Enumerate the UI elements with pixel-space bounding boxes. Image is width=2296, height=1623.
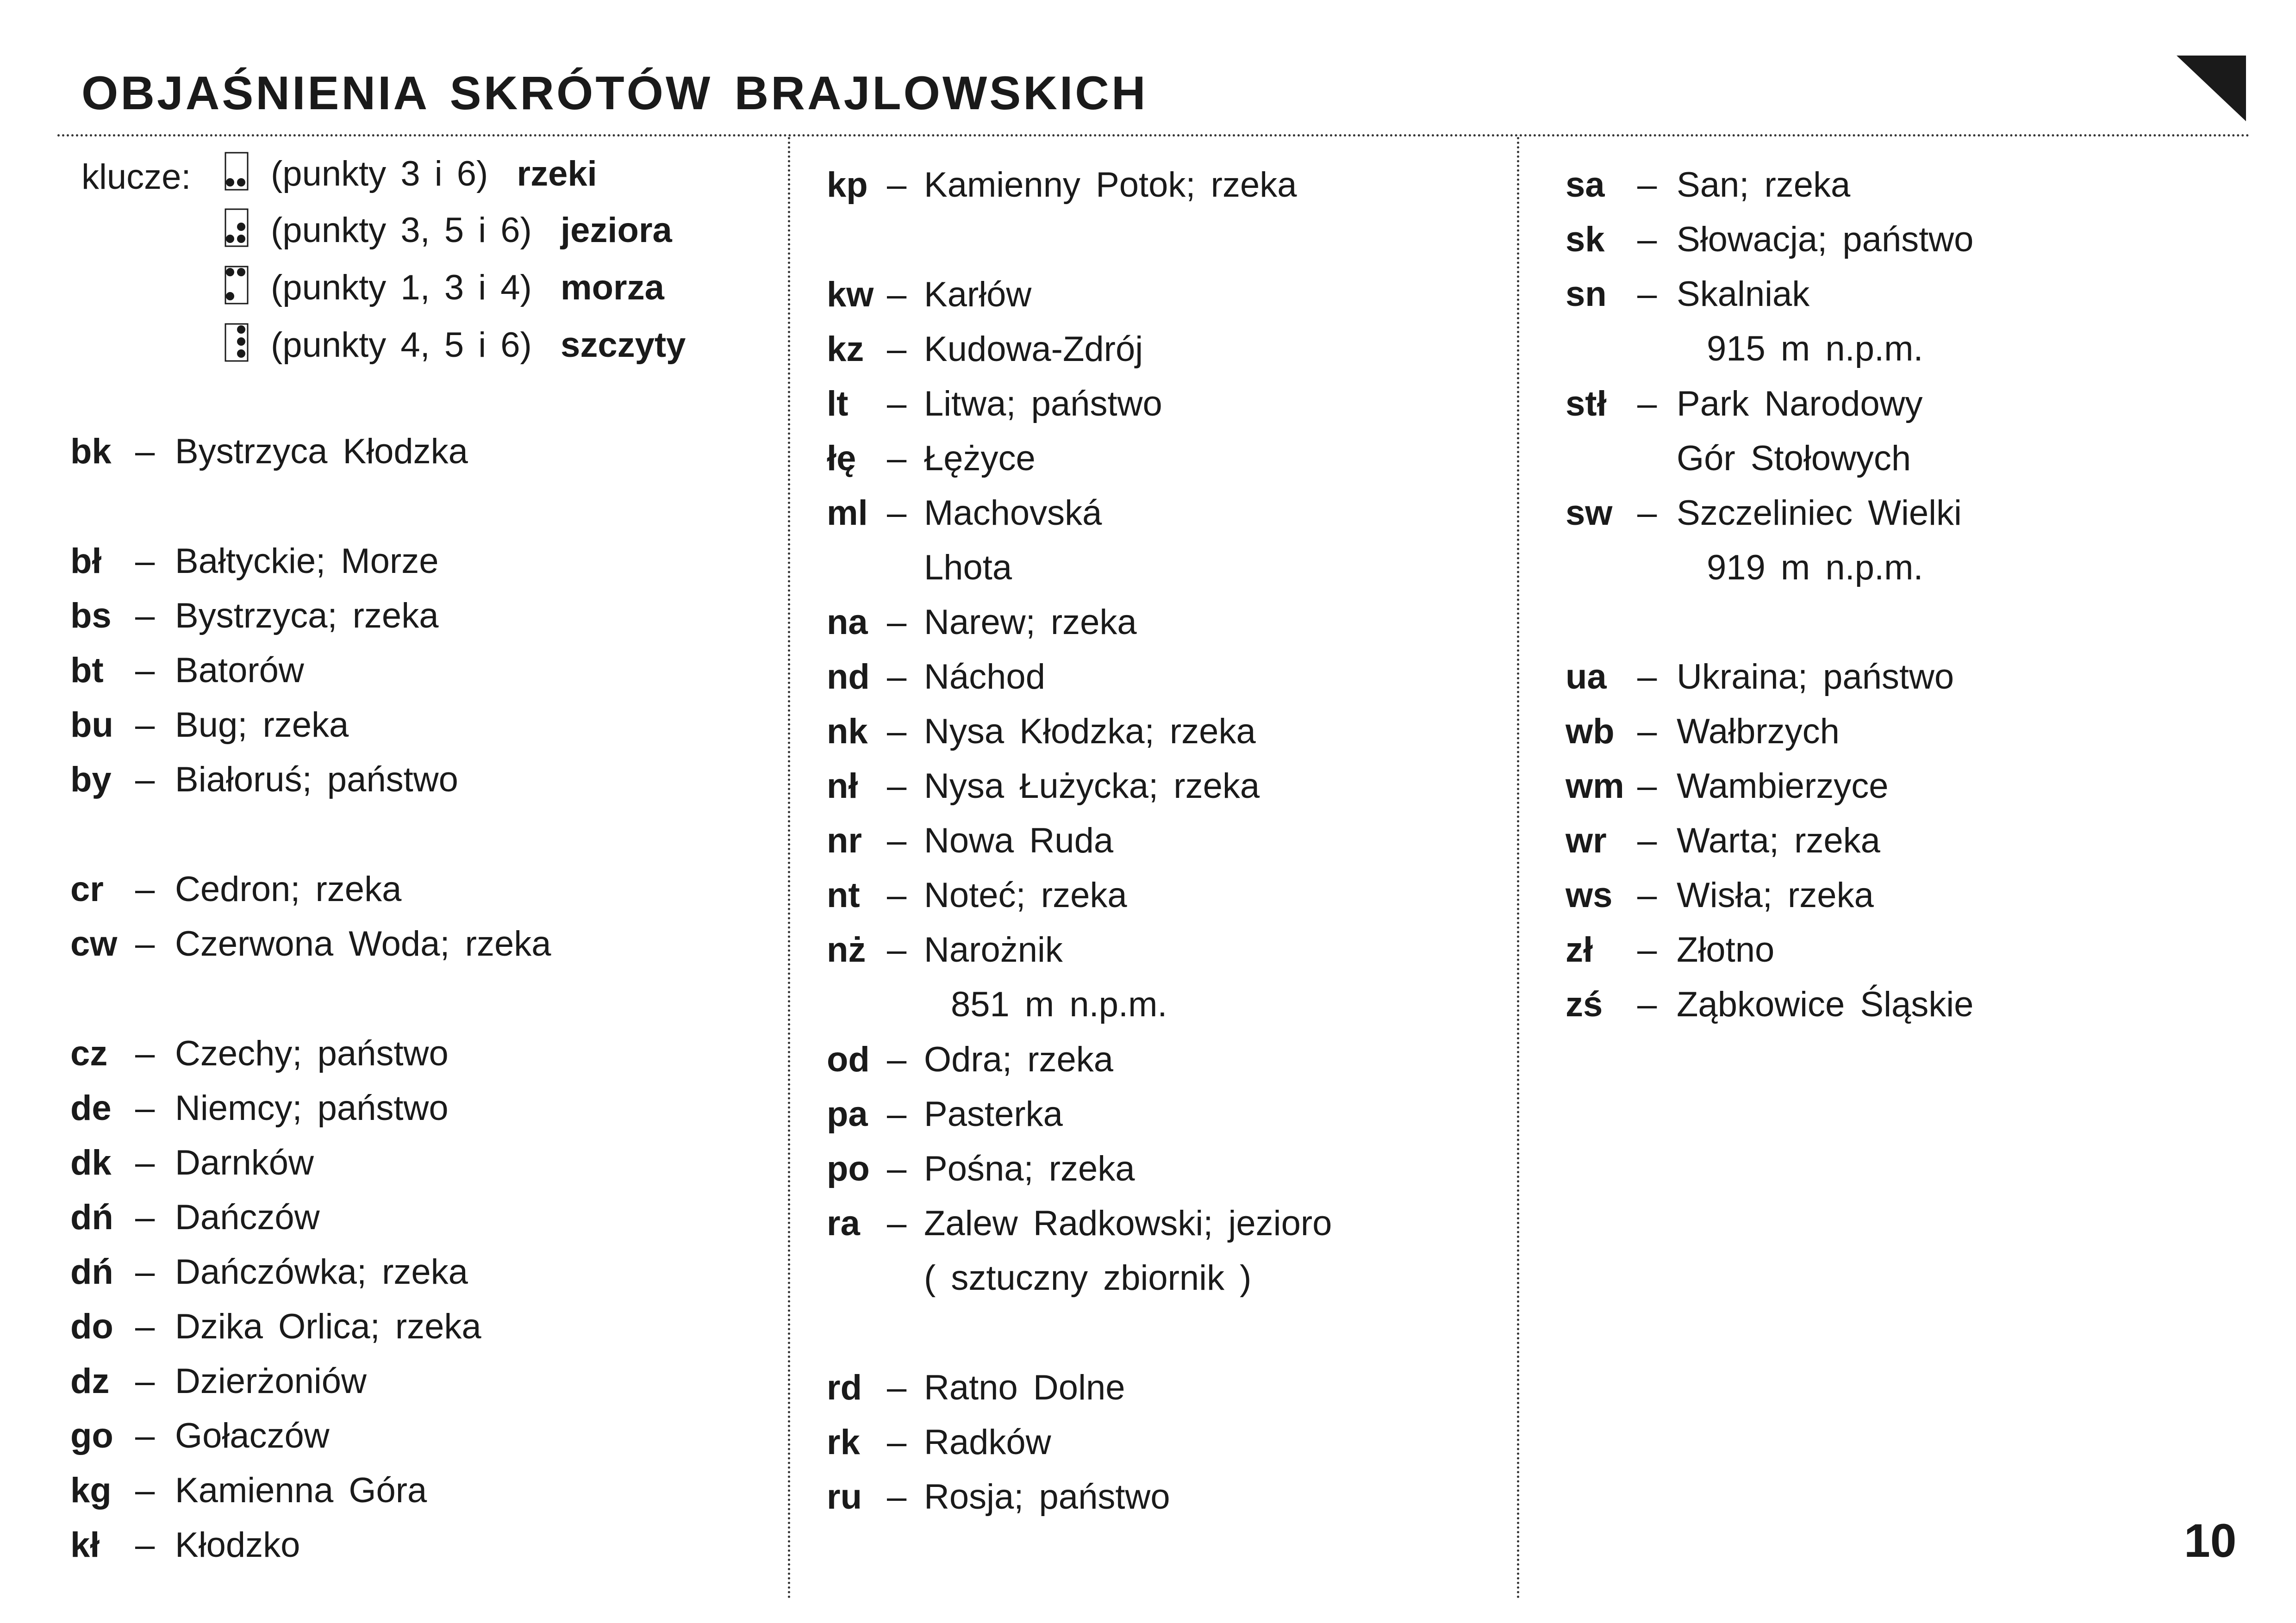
abbreviation-description: Noteć; rzeka bbox=[924, 876, 1127, 915]
abbreviation-code: ra bbox=[827, 1204, 860, 1243]
abbreviation-code: nż bbox=[827, 930, 866, 970]
abbreviation-code: nł bbox=[827, 766, 858, 806]
abbreviation-description: Kłodzko bbox=[175, 1525, 300, 1565]
entry-dash: – bbox=[887, 1040, 907, 1079]
abbreviation-description: Dzika Orlica; rzeka bbox=[175, 1307, 481, 1346]
abbreviation-code: nk bbox=[827, 712, 868, 751]
abbreviation-code: zł bbox=[1566, 930, 1593, 970]
abbreviation-description: Wisła; rzeka bbox=[1677, 876, 1874, 915]
key-meaning: rzeki bbox=[517, 154, 597, 193]
abbreviation-code: bt bbox=[70, 651, 104, 690]
abbreviation-code: od bbox=[827, 1040, 870, 1079]
abbreviation-description: San; rzeka bbox=[1677, 165, 1851, 205]
entry-dash: – bbox=[135, 596, 155, 635]
entry-dash: – bbox=[135, 1143, 155, 1182]
abbreviation-description: Białoruś; państwo bbox=[175, 760, 458, 799]
abbreviation-code: wb bbox=[1566, 712, 1615, 751]
abbreviation-description: Pośna; rzeka bbox=[924, 1149, 1135, 1188]
abbreviation-description: Bug; rzeka bbox=[175, 705, 349, 745]
abbreviation-code: kp bbox=[827, 165, 868, 205]
abbreviation-code: sk bbox=[1566, 220, 1605, 259]
description-continuation: 919 m n.p.m. bbox=[1707, 548, 1923, 587]
entry-dash: – bbox=[1637, 493, 1657, 533]
abbreviation-description: Dańczów bbox=[175, 1198, 320, 1237]
entry-dash: – bbox=[135, 1252, 155, 1292]
abbreviation-code: kw bbox=[827, 275, 874, 314]
description-continuation: Lhota bbox=[924, 548, 1012, 587]
entry-dash: – bbox=[135, 1198, 155, 1237]
entry-dash: – bbox=[1637, 766, 1657, 806]
braille-cell-icon bbox=[225, 152, 249, 197]
abbreviation-description: Bystrzyca; rzeka bbox=[175, 596, 439, 635]
entry-dash: – bbox=[887, 493, 907, 533]
abbreviation-code: stł bbox=[1566, 384, 1607, 423]
abbreviation-code: dń bbox=[70, 1198, 113, 1237]
page-number: 10 bbox=[2184, 1514, 2237, 1567]
entry-dash: – bbox=[135, 705, 155, 745]
description-continuation: 915 m n.p.m. bbox=[1707, 329, 1923, 368]
abbreviation-description: Nysa Kłodzka; rzeka bbox=[924, 712, 1256, 751]
abbreviation-description: Kudowa-Zdrój bbox=[924, 330, 1143, 369]
entry-dash: – bbox=[135, 1525, 155, 1565]
abbreviation-description: Pasterka bbox=[924, 1094, 1063, 1134]
abbreviation-code: dz bbox=[70, 1362, 110, 1401]
abbreviation-code: lt bbox=[827, 384, 849, 423]
abbreviation-description: Czechy; państwo bbox=[175, 1034, 449, 1073]
abbreviation-code: cz bbox=[70, 1034, 108, 1073]
abbreviation-code: kł bbox=[70, 1525, 100, 1565]
abbreviation-description: Kamienna Góra bbox=[175, 1471, 427, 1510]
abbreviation-code: ru bbox=[827, 1477, 862, 1517]
abbreviation-code: rd bbox=[827, 1368, 862, 1407]
entry-dash: – bbox=[887, 1477, 907, 1517]
entry-dash: – bbox=[887, 876, 907, 915]
entry-dash: – bbox=[887, 1094, 907, 1134]
abbreviation-description: Náchod bbox=[924, 657, 1045, 696]
entry-dash: – bbox=[887, 821, 907, 860]
abbreviation-code: de bbox=[70, 1088, 112, 1128]
entry-dash: – bbox=[135, 1034, 155, 1073]
key-meaning: morza bbox=[561, 268, 664, 307]
abbreviation-description: Ratno Dolne bbox=[924, 1368, 1125, 1407]
entry-dash: – bbox=[1637, 712, 1657, 751]
abbreviation-description: Złotno bbox=[1677, 930, 1775, 970]
entry-dash: – bbox=[887, 930, 907, 970]
abbreviation-code: na bbox=[827, 603, 868, 642]
abbreviation-code: bk bbox=[70, 432, 112, 471]
description-continuation: ( sztuczny zbiornik ) bbox=[924, 1258, 1252, 1298]
entry-dash: – bbox=[887, 275, 907, 314]
entry-dash: – bbox=[887, 1423, 907, 1462]
entry-dash: – bbox=[887, 384, 907, 423]
abbreviation-description: Słowacja; państwo bbox=[1677, 220, 1974, 259]
abbreviation-code: bs bbox=[70, 596, 112, 635]
key-points: (punkty 1, 3 i 4) bbox=[271, 268, 532, 307]
abbreviation-code: bu bbox=[70, 705, 113, 745]
entry-dash: – bbox=[887, 766, 907, 806]
entry-dash: – bbox=[135, 870, 155, 909]
abbreviation-description: Darnków bbox=[175, 1143, 314, 1182]
entry-dash: – bbox=[1637, 165, 1657, 205]
column-divider-1 bbox=[788, 137, 790, 1599]
page-title: OBJAŚNIENIA SKRÓTÓW BRAJLOWSKICH bbox=[81, 67, 1148, 119]
abbreviation-code: ua bbox=[1566, 657, 1607, 696]
abbreviation-code: cr bbox=[70, 870, 104, 909]
entry-dash: – bbox=[887, 657, 907, 696]
abbreviation-description: Wałbrzych bbox=[1677, 712, 1840, 751]
entry-dash: – bbox=[1637, 821, 1657, 860]
abbreviation-description: Ząbkowice Śląskie bbox=[1677, 985, 1974, 1024]
abbreviation-description: Machovská bbox=[924, 493, 1102, 533]
key-meaning: jeziora bbox=[561, 211, 672, 250]
abbreviation-description: Łężyce bbox=[924, 439, 1036, 478]
entry-dash: – bbox=[1637, 930, 1657, 970]
header-divider bbox=[57, 134, 2251, 137]
abbreviation-description: Litwa; państwo bbox=[924, 384, 1162, 423]
abbreviation-description: Batorów bbox=[175, 651, 304, 690]
abbreviation-code: dń bbox=[70, 1252, 113, 1292]
abbreviation-code: wm bbox=[1566, 766, 1624, 806]
abbreviation-code: pa bbox=[827, 1094, 868, 1134]
abbreviation-description: Odra; rzeka bbox=[924, 1040, 1114, 1079]
abbreviation-code: do bbox=[70, 1307, 113, 1346]
abbreviation-code: wr bbox=[1566, 821, 1607, 860]
entry-dash: – bbox=[887, 165, 907, 205]
abbreviation-description: Nowa Ruda bbox=[924, 821, 1114, 860]
key-points: (punkty 3, 5 i 6) bbox=[271, 211, 532, 250]
entry-dash: – bbox=[1637, 876, 1657, 915]
abbreviation-description: Park Narodowy bbox=[1677, 384, 1923, 423]
abbreviation-description: Nysa Łużycka; rzeka bbox=[924, 766, 1260, 806]
abbreviation-code: cw bbox=[70, 924, 118, 964]
abbreviation-description: Rosja; państwo bbox=[924, 1477, 1170, 1517]
abbreviation-description: Bystrzyca Kłodzka bbox=[175, 432, 468, 471]
entry-dash: – bbox=[887, 1149, 907, 1188]
abbreviation-code: zś bbox=[1566, 985, 1603, 1024]
entry-dash: – bbox=[1637, 274, 1657, 314]
description-continuation: Gór Stołowych bbox=[1677, 439, 1911, 478]
entry-dash: – bbox=[887, 439, 907, 478]
key-points: (punkty 4, 5 i 6) bbox=[271, 325, 532, 365]
entry-dash: – bbox=[135, 1307, 155, 1346]
abbreviation-code: bł bbox=[70, 541, 102, 581]
entry-dash: – bbox=[135, 651, 155, 690]
abbreviation-code: nr bbox=[827, 821, 862, 860]
entry-dash: – bbox=[887, 330, 907, 369]
entry-dash: – bbox=[1637, 657, 1657, 696]
abbreviation-code: kg bbox=[70, 1471, 112, 1510]
abbreviation-code: nd bbox=[827, 657, 870, 696]
entry-dash: – bbox=[887, 1204, 907, 1243]
abbreviation-description: Warta; rzeka bbox=[1677, 821, 1880, 860]
corner-triangle-icon bbox=[2177, 56, 2246, 121]
abbreviation-description: Czerwona Woda; rzeka bbox=[175, 924, 551, 964]
abbreviation-code: ml bbox=[827, 493, 868, 533]
entry-dash: – bbox=[135, 1088, 155, 1128]
abbreviation-code: go bbox=[70, 1416, 113, 1455]
abbreviation-description: Skalniak bbox=[1677, 274, 1810, 314]
abbreviation-description: Wambierzyce bbox=[1677, 766, 1889, 806]
abbreviation-description: Bałtyckie; Morze bbox=[175, 541, 439, 581]
abbreviation-description: Karłów bbox=[924, 275, 1032, 314]
entry-dash: – bbox=[1637, 985, 1657, 1024]
entry-dash: – bbox=[135, 924, 155, 964]
key-meaning: szczyty bbox=[561, 325, 686, 365]
abbreviation-description: Dańczówka; rzeka bbox=[175, 1252, 468, 1292]
entry-dash: – bbox=[887, 712, 907, 751]
entry-dash: – bbox=[135, 541, 155, 581]
abbreviation-description: Szczeliniec Wielki bbox=[1677, 493, 1962, 533]
abbreviation-code: by bbox=[70, 760, 112, 799]
entry-dash: – bbox=[1637, 220, 1657, 259]
entry-dash: – bbox=[135, 760, 155, 799]
keys-label: klucze: bbox=[81, 157, 191, 197]
abbreviation-description: Gołaczów bbox=[175, 1416, 330, 1455]
abbreviation-code: nt bbox=[827, 876, 860, 915]
entry-dash: – bbox=[887, 603, 907, 642]
abbreviation-code: po bbox=[827, 1149, 870, 1188]
abbreviation-description: Ukraina; państwo bbox=[1677, 657, 1954, 696]
abbreviation-description: Niemcy; państwo bbox=[175, 1088, 449, 1128]
abbreviation-description: Cedron; rzeka bbox=[175, 870, 402, 909]
abbreviation-code: sw bbox=[1566, 493, 1613, 533]
braille-cell-icon bbox=[225, 323, 249, 368]
abbreviation-description: Zalew Radkowski; jezioro bbox=[924, 1204, 1332, 1243]
abbreviation-description: Kamienny Potok; rzeka bbox=[924, 165, 1297, 205]
abbreviation-code: dk bbox=[70, 1143, 112, 1182]
entry-dash: – bbox=[135, 432, 155, 471]
abbreviation-code: kz bbox=[827, 330, 864, 369]
entry-dash: – bbox=[887, 1368, 907, 1407]
abbreviation-description: Narew; rzeka bbox=[924, 603, 1137, 642]
abbreviation-description: Radków bbox=[924, 1423, 1051, 1462]
abbreviation-code: łę bbox=[827, 439, 856, 478]
entry-dash: – bbox=[135, 1416, 155, 1455]
abbreviation-description: Narożnik bbox=[924, 930, 1063, 970]
braille-cell-icon bbox=[225, 208, 249, 253]
abbreviation-code: sn bbox=[1566, 274, 1607, 314]
abbreviation-description: Dzierżoniów bbox=[175, 1362, 367, 1401]
abbreviation-code: sa bbox=[1566, 165, 1605, 205]
abbreviation-code: rk bbox=[827, 1423, 860, 1462]
entry-dash: – bbox=[135, 1362, 155, 1401]
entry-dash: – bbox=[135, 1471, 155, 1510]
abbreviation-code: ws bbox=[1566, 876, 1613, 915]
description-continuation: 851 m n.p.m. bbox=[951, 985, 1167, 1024]
column-divider-2 bbox=[1517, 137, 1519, 1599]
braille-cell-icon bbox=[225, 266, 249, 311]
key-points: (punkty 3 i 6) bbox=[271, 154, 488, 193]
entry-dash: – bbox=[1637, 384, 1657, 423]
